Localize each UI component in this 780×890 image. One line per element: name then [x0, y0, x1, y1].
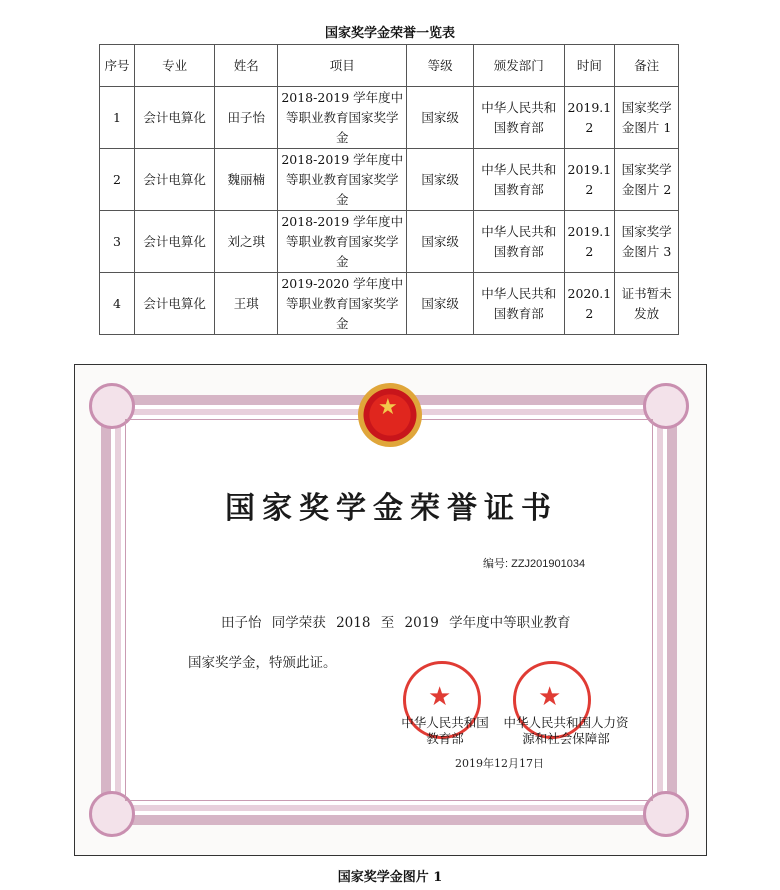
- header-note: 备注: [615, 45, 679, 87]
- certificate-issuer-2: 中华人民共和国人力资源和社会保障部: [503, 715, 629, 746]
- cell-major: 会计电算化: [134, 149, 215, 211]
- header-issuer: 颁发部门: [474, 45, 564, 87]
- cell-level: 国家级: [407, 149, 474, 211]
- table-row: [100, 273, 679, 335]
- cell-level: 国家级: [407, 87, 474, 149]
- ornament-icon: [643, 383, 689, 429]
- header-name: 姓名: [215, 45, 278, 87]
- cell-level: 国家级: [407, 211, 474, 273]
- cell-project: 2018-2019 学年度中等职业教育国家奖学金: [278, 87, 407, 149]
- cell-time: 2019.12: [564, 149, 615, 211]
- certificate-border: [101, 395, 677, 825]
- header-major: 专业: [134, 45, 215, 87]
- cell-number: 4: [100, 273, 135, 335]
- table-header-row: [100, 45, 679, 87]
- certificate-title: 国家奖学金荣誉证书: [225, 491, 558, 526]
- cell-number: 3: [100, 211, 135, 273]
- cell-number: 1: [100, 87, 135, 149]
- header-project: 项目: [278, 45, 407, 87]
- cell-name: 田子怡: [215, 87, 278, 149]
- cell-name: 王琪: [215, 273, 278, 335]
- cell-issuer: 中华人民共和国教育部: [474, 87, 564, 149]
- document-title: 国家奖学金荣誉一览表: [324, 26, 455, 41]
- table-row: [100, 149, 679, 211]
- image-caption: 国家奖学金图片 1: [337, 870, 443, 885]
- cell-major: 会计电算化: [134, 211, 215, 273]
- national-emblem-icon: ★: [358, 383, 422, 447]
- cell-name: 刘之琪: [215, 211, 278, 273]
- table-row: [100, 211, 679, 273]
- cell-note: 国家奖学金图片 1: [615, 87, 679, 149]
- cell-issuer: 中华人民共和国教育部: [474, 149, 564, 211]
- ornament-icon: [89, 791, 135, 837]
- certificate-date: 2019年12月17日: [455, 757, 544, 770]
- cell-level: 国家级: [407, 273, 474, 335]
- header-number: 序号: [100, 45, 135, 87]
- certificate-text-line1: 田子怡 同学荣获 2018 至 2019 学年度中等职业教育: [221, 615, 571, 631]
- cell-time: 2019.12: [564, 211, 615, 273]
- ornament-icon: [89, 383, 135, 429]
- certificate-issuer-1: 中华人民共和国教育部: [401, 715, 489, 746]
- header-level: 等级: [407, 45, 474, 87]
- table-row: [100, 87, 679, 149]
- cell-major: 会计电算化: [134, 273, 215, 335]
- cell-major: 会计电算化: [134, 87, 215, 149]
- header-time: 时间: [564, 45, 615, 87]
- cell-issuer: 中华人民共和国教育部: [474, 211, 564, 273]
- cell-project: 2019-2020 学年度中等职业教育国家奖学金: [278, 273, 407, 335]
- certificate-number: 编号: ZZJ201901034: [483, 558, 586, 570]
- cell-note: 国家奖学金图片 3: [615, 211, 679, 273]
- cell-project: 2018-2019 学年度中等职业教育国家奖学金: [278, 211, 407, 273]
- cell-note: 证书暂未发放: [615, 273, 679, 335]
- certificate-text-line2: 国家奖学金，特颁此证。: [188, 655, 337, 671]
- ornament-icon: [643, 791, 689, 837]
- cell-time: 2020.12: [564, 273, 615, 335]
- honors-table: [99, 44, 679, 335]
- cell-issuer: 中华人民共和国教育部: [474, 273, 564, 335]
- cell-note: 国家奖学金图片 2: [615, 149, 679, 211]
- official-seal-icon: ★: [513, 661, 591, 739]
- cell-name: 魏丽楠: [215, 149, 278, 211]
- cell-number: 2: [100, 149, 135, 211]
- certificate-image: [74, 364, 707, 856]
- official-seal-icon: ★: [403, 661, 481, 739]
- cell-time: 2019.12: [564, 87, 615, 149]
- cell-project: 2018-2019 学年度中等职业教育国家奖学金: [278, 149, 407, 211]
